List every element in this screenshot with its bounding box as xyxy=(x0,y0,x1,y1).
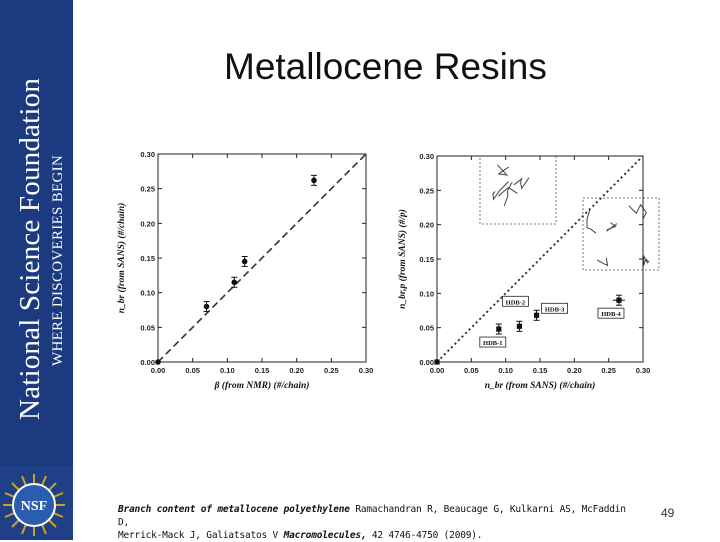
caption-authors-1: Ramachandran R, Beaucage G, Kulkarni AS, McFaddin D, xyxy=(118,504,626,528)
tagline: WHERE DISCOVERIES BEGIN xyxy=(50,154,66,366)
y-tick-label: 0.30 xyxy=(419,152,434,161)
y-tick-label: 0.20 xyxy=(140,219,155,229)
citation-caption xyxy=(118,503,638,542)
data-point xyxy=(616,298,621,303)
x-tick-label: 0.10 xyxy=(498,366,513,375)
point-label: HDB-3 xyxy=(544,306,565,314)
molecule-inset xyxy=(480,156,556,224)
y-tick-label: 0.30 xyxy=(140,150,155,159)
sidebar xyxy=(0,0,73,540)
y-tick-label: 0.00 xyxy=(140,358,155,367)
molecule-inset xyxy=(583,198,659,270)
logo-text: NSF xyxy=(20,499,48,514)
data-point xyxy=(204,304,210,310)
data-point xyxy=(517,324,522,329)
organization-name: National Science Foundation xyxy=(14,77,46,420)
y-tick-label: 0.25 xyxy=(419,186,434,196)
chart-right xyxy=(385,140,665,400)
x-tick-label: 0.25 xyxy=(324,366,339,375)
y-tick-label: 0.20 xyxy=(419,220,434,230)
data-point xyxy=(155,359,161,365)
point-label: HDB-2 xyxy=(505,299,526,307)
x-tick-label: 0.20 xyxy=(289,366,304,375)
x-axis-label: n_br (from SANS) (#/chain) xyxy=(484,381,596,391)
data-point xyxy=(242,259,248,265)
data-point xyxy=(311,178,317,184)
y-tick-label: 0.15 xyxy=(140,254,155,263)
y-tick-label: 0.10 xyxy=(140,288,155,298)
chart-left xyxy=(110,140,380,400)
y-tick-label: 0.15 xyxy=(419,255,434,264)
y-axis-label: n_br,p (from SANS) (#/p) xyxy=(398,209,408,309)
x-tick-label: 0.00 xyxy=(150,366,166,375)
nsf-logo xyxy=(2,473,66,537)
caption-authors-2: Merrick-Mack J, Galiatsatos V xyxy=(118,530,284,541)
x-tick-label: 0.15 xyxy=(532,366,548,375)
x-tick-label: 0.20 xyxy=(567,366,582,375)
x-tick-label: 0.10 xyxy=(220,366,235,375)
y-axis-label: n_br (from SANS) (#/chain) xyxy=(117,202,127,314)
y-tick-label: 0.05 xyxy=(140,323,155,333)
y-tick-label: 0.25 xyxy=(140,184,155,194)
data-point xyxy=(534,313,539,318)
x-tick-label: 0.05 xyxy=(185,366,200,375)
caption-journal: Macromolecules, xyxy=(283,530,367,541)
data-point xyxy=(434,359,439,364)
x-tick-label: 0.00 xyxy=(429,366,445,375)
slide-title: Metallocene Resins xyxy=(224,46,547,87)
x-axis-label: β (from NMR) (#/chain) xyxy=(214,381,310,391)
caption-title: Branch content of metallocene polyethylene xyxy=(118,504,350,515)
x-tick-label: 0.30 xyxy=(635,366,651,375)
point-label: HDB-4 xyxy=(601,311,621,319)
caption-ref: 42 4746-4750 (2009). xyxy=(366,530,483,541)
point-label: HDB-1 xyxy=(483,340,503,348)
data-point xyxy=(231,279,237,285)
x-tick-label: 0.30 xyxy=(358,366,374,375)
x-tick-label: 0.25 xyxy=(601,366,616,375)
y-tick-label: 0.10 xyxy=(419,289,434,299)
x-tick-label: 0.15 xyxy=(254,366,270,375)
data-point xyxy=(496,326,501,331)
page-number: 49 xyxy=(661,506,675,520)
x-tick-label: 0.05 xyxy=(464,366,479,375)
y-tick-label: 0.05 xyxy=(419,323,434,333)
y-tick-label: 0.00 xyxy=(419,358,434,367)
reference-line xyxy=(158,154,366,362)
